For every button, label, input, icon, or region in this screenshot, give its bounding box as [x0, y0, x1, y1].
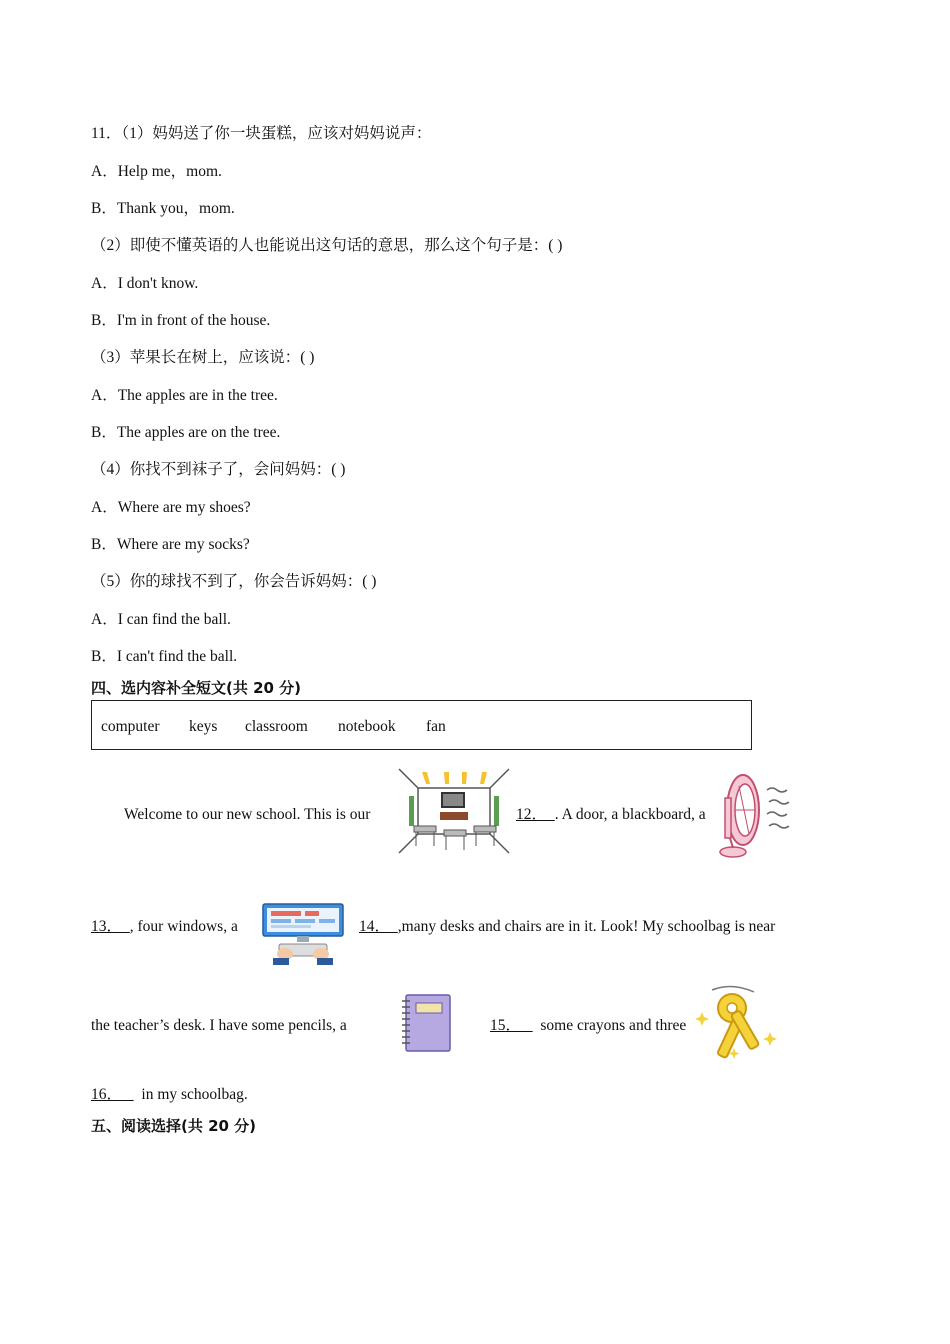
passage-line2-end: [359, 917, 775, 937]
passage-line2-mid: , four windows, a: [129, 918, 238, 935]
word-bank-item: computer: [101, 718, 160, 735]
section5-heading: 五、阅读选择(共 20 分): [91, 1117, 257, 1135]
passage-line4-after: in my schoolbag.: [141, 1086, 248, 1103]
word-bank-item: classroom: [245, 718, 308, 735]
word-bank-item: keys: [189, 718, 218, 735]
q11-4-stem: （4）你找不到袜子了，会问妈妈：( ): [91, 461, 346, 478]
section4-heading: 四、选内容补全短文(共 20 分): [91, 679, 302, 697]
passage-line3-text: the teacher’s desk. I have some pencils, a: [91, 1017, 347, 1034]
blank-16[interactable]: 16．: [91, 1086, 123, 1103]
keys-picture: [694, 984, 780, 1070]
computer-picture: [259, 902, 347, 966]
passage-line1-after: . A door, a blackboard, a: [554, 806, 706, 823]
q11-stem: 11．（1）妈妈送了你一块蛋糕，应该对妈妈说声：: [91, 125, 432, 142]
passage-line1-text: Welcome to our new school. This is our: [124, 806, 371, 823]
q11-3-stem: （3）苹果长在树上，应该说：( ): [91, 349, 315, 366]
passage-line1-blanks: [516, 805, 706, 825]
q11-5-option-b: B．I can't find the ball.: [91, 648, 238, 665]
blank-13[interactable]: 13．: [91, 918, 123, 935]
fan-picture: [717, 768, 797, 860]
passage-line2-start: [91, 917, 238, 937]
passage-line4: [91, 1085, 248, 1105]
q11-5-stem: （5）你的球找不到了，你会告诉妈妈：( ): [91, 573, 377, 590]
q11-5-option-a: A．I can find the ball.: [91, 611, 231, 628]
blank-14[interactable]: 14．: [359, 918, 391, 935]
passage-line2-after: ,many desks and chairs are in it. Look! My schoolbag is near: [397, 918, 776, 935]
classroom-picture: [396, 766, 512, 856]
word-bank-item: fan: [426, 718, 446, 735]
q11-4-option-b: B．Where are my socks?: [91, 536, 250, 553]
q11-2-option-a: A．I don't know.: [91, 275, 199, 292]
blank-12[interactable]: 12．: [516, 806, 548, 823]
word-bank: [91, 700, 752, 750]
word-bank-item: notebook: [338, 718, 396, 735]
notebook-picture: [398, 993, 454, 1053]
blank-15[interactable]: 15．: [490, 1017, 522, 1034]
passage-line3-end: [490, 1016, 686, 1036]
passage-line3-after: some crayons and three: [540, 1017, 687, 1034]
q11-3-option-a: A．The apples are in the tree.: [91, 387, 278, 404]
q11-1-option-b: B．Thank you，mom.: [91, 200, 235, 217]
q11-2-option-b: B．I'm in front of the house.: [91, 312, 271, 329]
q11-3-option-b: B．The apples are on the tree.: [91, 424, 281, 441]
q11-2-stem: （2）即使不懂英语的人也能说出这句话的意思，那么这个句子是：( ): [91, 237, 563, 254]
q11-1-option-a: A．Help me，mom.: [91, 163, 222, 180]
q11-4-option-a: A．Where are my shoes?: [91, 499, 251, 516]
